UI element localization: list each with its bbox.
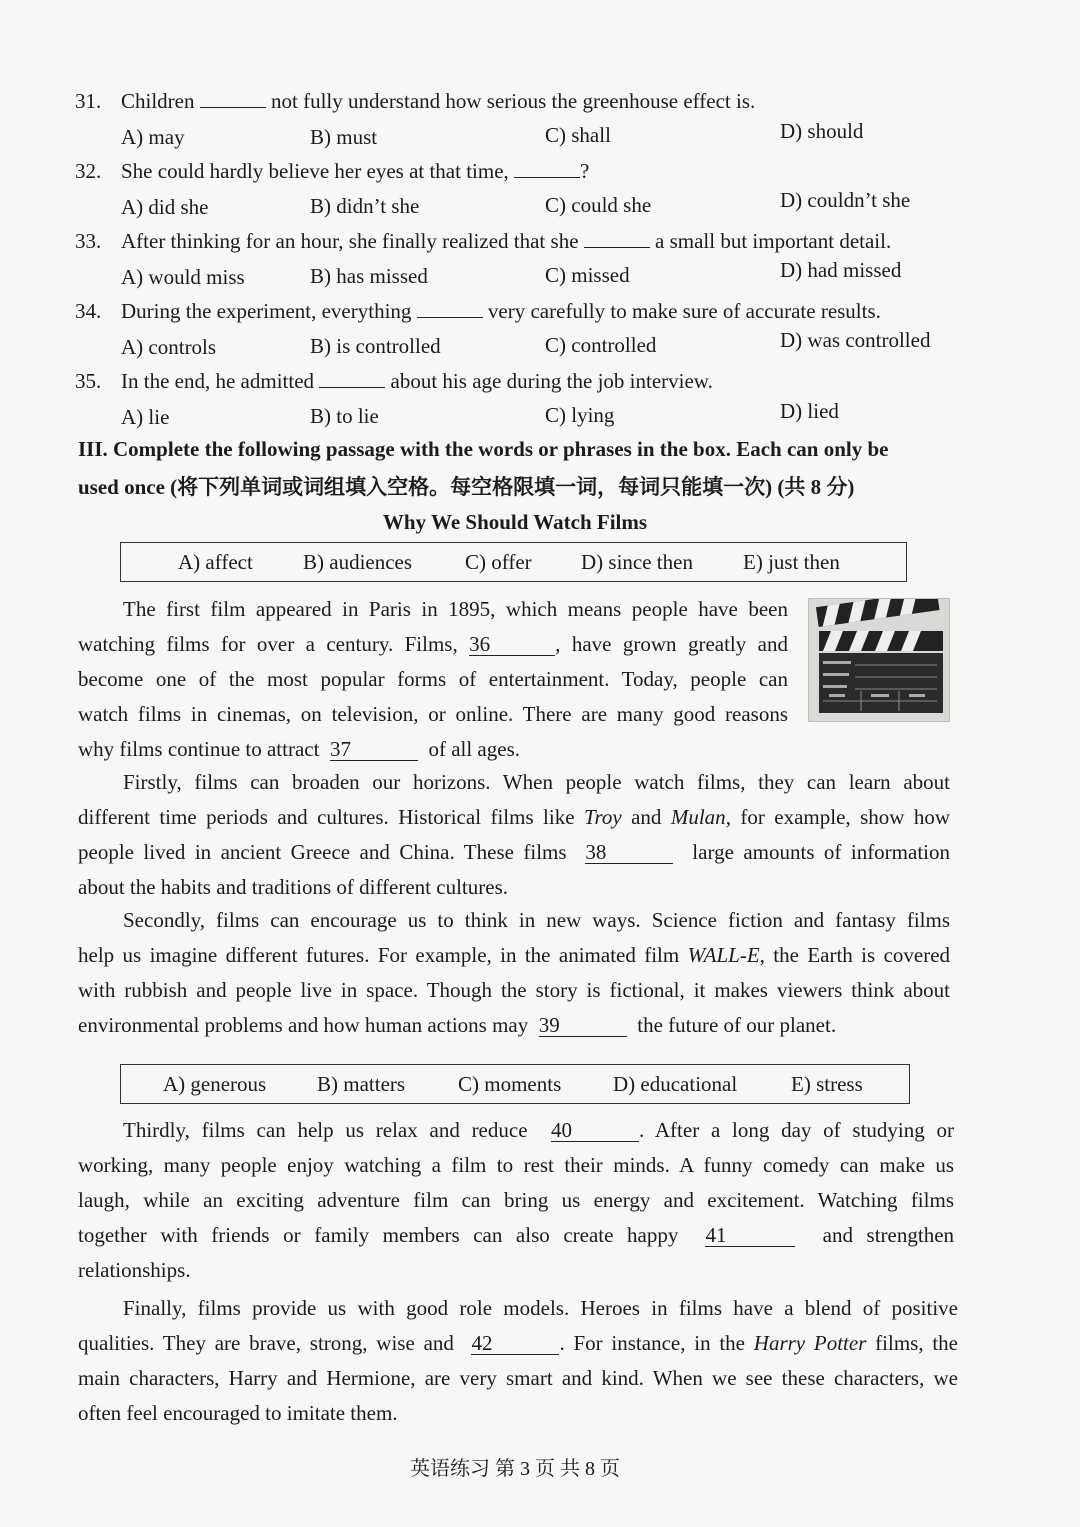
word-option: A) generous xyxy=(163,1072,267,1096)
word-box-1 xyxy=(120,542,907,582)
paragraph-2: Firstly, films can broaden our horizons. When people watch films, they can learn about different time periods and cultures. Historical films like Troy and Mulan, for example, show how people lived in ancient Greece and China. These films 38 large amounts of information about the habits and traditions of different cultures. xyxy=(78,770,950,899)
option: B) didn’t she xyxy=(310,194,420,218)
blank-38: 38 xyxy=(585,841,673,864)
question-31: 31. Children not fully understand how serious the greenhouse effect is. xyxy=(75,89,756,113)
option: D) lied xyxy=(780,399,839,423)
passage-title: Why We Should Watch Films xyxy=(382,510,648,534)
blank-40: 40 xyxy=(551,1119,639,1142)
option: A) controls xyxy=(121,335,217,359)
answer-blank xyxy=(200,89,266,108)
paragraph-3: Secondly, films can encourage us to think in new ways. Science fiction and fantasy films help us imagine different futures. For example, in the animated film WALL-E, the Earth is covered with rubbish and people live in space. Though the story is fictional, it makes viewers think about environmental problems and how human actions may 39 the future of our planet. xyxy=(78,908,951,1037)
option: A) did she xyxy=(121,195,209,219)
option: B) must xyxy=(310,125,378,149)
option: D) had missed xyxy=(780,258,902,282)
word-option: E) stress xyxy=(791,1072,863,1096)
option: B) is controlled xyxy=(310,334,441,358)
blank-39: 39 xyxy=(539,1014,627,1037)
option: C) shall xyxy=(545,123,611,147)
word-option: D) educational xyxy=(613,1072,738,1096)
question-33: 33. After thinking for an hour, she finally realized that she a small but important detail. xyxy=(75,229,892,253)
word-option: D) since then xyxy=(581,550,693,574)
option: A) lie xyxy=(121,405,170,429)
blank-41: 41 xyxy=(705,1224,795,1247)
paragraph-4: Thirdly, films can help us relax and reduce 40 . After a long day of studying or working, many people enjoy watching a film to rest their minds. A funny comedy can make us laugh, while an exciting adventure film can bring us energy and excitement. Watching films together with friends or family members can also create happy 41 and strengthen relationships. xyxy=(78,1118,955,1282)
answer-blank xyxy=(584,229,650,248)
clapperboard-icon xyxy=(809,599,949,721)
option: B) to lie xyxy=(310,404,379,428)
option: C) lying xyxy=(545,403,615,427)
option: A) would miss xyxy=(121,265,245,289)
question-34: 34. During the experiment, everything very carefully to make sure of accurate results. xyxy=(75,299,881,323)
page-footer: 英语练习 第 3 页 共 8 页 xyxy=(410,1458,620,1480)
section-heading: III. Complete the following passage with the words or phrases in the box. Each can only be used once (将下列单词或词组填入空格。每空格限填一词，每词只能填一次) (共 8 分) xyxy=(78,437,889,499)
option: C) missed xyxy=(545,263,630,287)
clapperboard-image xyxy=(808,598,950,722)
blank-42: 42 xyxy=(471,1332,559,1355)
question-35: 35. In the end, he admitted about his age during the job interview. xyxy=(75,369,713,393)
option: D) couldn’t she xyxy=(780,188,911,212)
option: D) was controlled xyxy=(780,328,931,352)
blank-37: 37 xyxy=(330,738,418,761)
word-option: B) audiences xyxy=(303,550,413,574)
word-option: E) just then xyxy=(743,550,840,574)
word-option: C) offer xyxy=(465,550,532,574)
option: B) has missed xyxy=(310,264,428,288)
answer-blank xyxy=(417,299,483,318)
paragraph-5: Finally, films provide us with good role models. Heroes in films have a blend of positive qualities. They are brave, strong, wise and 42 . For instance, in the Harry Potter films, the main characters, Harry and Hermione, are very smart and kind. When we see these characters, we often feel encouraged to imitate them. xyxy=(78,1296,959,1425)
word-box-2 xyxy=(120,1064,910,1104)
blank-36: 36 xyxy=(469,633,555,656)
question-32: 32. She could hardly believe her eyes at that time, ? xyxy=(75,159,590,183)
word-option: A) affect xyxy=(178,550,253,574)
option: D) should xyxy=(780,119,864,143)
option: C) could she xyxy=(545,193,652,217)
paragraph-1: The first film appeared in Paris in 1895, which means people have been watching films for over a century. Films, 36 , have grown greatly and become one of the most popular forms of entertainment. Today, people can watch films in cinemas, on television, or online. There are many good reasons why films continue to attract 37 of all ages. xyxy=(78,597,788,761)
word-option: B) matters xyxy=(317,1072,406,1096)
answer-blank xyxy=(319,369,385,388)
option: C) controlled xyxy=(545,333,657,357)
word-option: C) moments xyxy=(458,1072,562,1096)
option: A) may xyxy=(121,125,185,149)
answer-blank xyxy=(514,159,580,178)
